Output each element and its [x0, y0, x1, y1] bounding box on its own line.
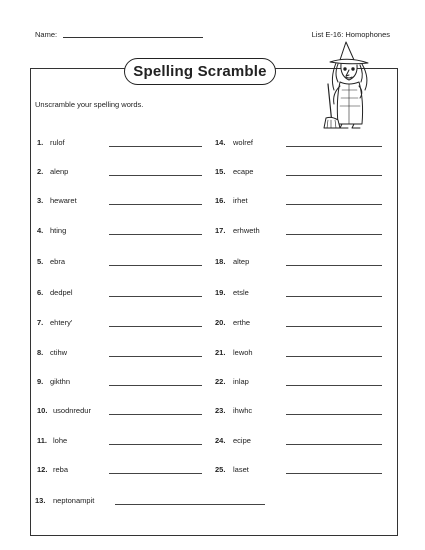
answer-line[interactable]	[109, 356, 202, 357]
item-number: 25.	[215, 465, 226, 474]
answer-line[interactable]	[286, 175, 382, 176]
list-item	[215, 377, 385, 389]
answer-line[interactable]	[286, 356, 382, 357]
scrambled-word: ebra	[50, 257, 66, 266]
item-number: 18.	[215, 257, 226, 266]
answer-line[interactable]	[109, 385, 202, 386]
scrambled-word: hting	[50, 226, 67, 235]
answer-line[interactable]	[286, 296, 382, 297]
answer-line[interactable]	[109, 296, 202, 297]
scrambled-word: laset	[233, 465, 249, 474]
item-number: 15.	[215, 167, 226, 176]
list-item	[37, 196, 207, 208]
item-number: 3.	[37, 196, 44, 205]
scrambled-word: ecipe	[233, 436, 251, 445]
item-number: 11.	[37, 436, 48, 445]
answer-line[interactable]	[109, 146, 202, 147]
list-label: List E-16: Homophones	[311, 30, 390, 39]
list-item	[37, 167, 207, 179]
item-number: 7.	[37, 318, 44, 327]
scrambled-word: ecape	[233, 167, 254, 176]
list-item	[215, 226, 385, 238]
list-item	[215, 436, 385, 448]
name-label: Name:	[35, 30, 58, 39]
item-number: 14.	[215, 138, 226, 147]
list-item	[37, 348, 207, 360]
scrambled-word: reba	[53, 465, 69, 474]
scrambled-word: alenp	[50, 167, 69, 176]
item-number: 1.	[37, 138, 44, 147]
item-number: 12.	[37, 465, 48, 474]
scrambled-word: lewoh	[233, 348, 253, 357]
answer-line[interactable]	[109, 265, 202, 266]
answer-line[interactable]	[286, 385, 382, 386]
answer-line[interactable]	[286, 234, 382, 235]
item-number: 23.	[215, 406, 226, 415]
answer-line[interactable]	[109, 175, 202, 176]
scrambled-word: lohe	[53, 436, 68, 445]
item-number: 21.	[215, 348, 226, 357]
list-item	[37, 318, 207, 330]
list-item	[215, 348, 385, 360]
scrambled-word: inlap	[233, 377, 249, 386]
scrambled-word: erhweth	[233, 226, 260, 235]
answer-line[interactable]	[286, 473, 382, 474]
item-number: 8.	[37, 348, 44, 357]
scrambled-word: usodnredur	[53, 406, 91, 415]
scrambled-word: altep	[233, 257, 250, 266]
scrambled-word: ehtery'	[50, 318, 73, 327]
instructions-text: Unscramble your spelling words.	[35, 100, 144, 109]
item-number: 24.	[215, 436, 226, 445]
scrambled-word: hewaret	[50, 196, 77, 205]
list-item	[215, 288, 385, 300]
item-number: 6.	[37, 288, 44, 297]
item-number: 13.	[35, 496, 46, 505]
item-number: 2.	[37, 167, 44, 176]
answer-line[interactable]	[115, 504, 265, 505]
answer-line[interactable]	[109, 414, 202, 415]
scrambled-word: ihwhc	[233, 406, 253, 415]
answer-line[interactable]	[286, 326, 382, 327]
scrambled-word: gikthn	[50, 377, 71, 386]
list-item	[215, 138, 385, 150]
list-item	[35, 496, 275, 508]
item-number: 19.	[215, 288, 226, 297]
item-number: 16.	[215, 196, 226, 205]
list-item	[37, 436, 207, 448]
item-number: 4.	[37, 226, 44, 235]
list-item	[37, 138, 207, 150]
scrambled-word: dedpel	[50, 288, 73, 297]
list-item	[215, 196, 385, 208]
list-item	[215, 318, 385, 330]
scrambled-word: irhet	[233, 196, 248, 205]
scrambled-word: etsle	[233, 288, 249, 297]
list-item	[215, 406, 385, 418]
item-number: 20.	[215, 318, 226, 327]
scrambled-word: neptonampit	[53, 496, 95, 505]
list-item	[37, 406, 207, 418]
list-item	[37, 288, 207, 300]
answer-line[interactable]	[109, 204, 202, 205]
list-item	[37, 226, 207, 238]
answer-line[interactable]	[286, 444, 382, 445]
list-item	[215, 465, 385, 477]
answer-line[interactable]	[286, 414, 382, 415]
list-item	[215, 167, 385, 179]
item-number: 10.	[37, 406, 48, 415]
list-item	[215, 257, 385, 269]
name-answer-line[interactable]	[63, 37, 203, 38]
item-number: 17.	[215, 226, 226, 235]
item-number: 5.	[37, 257, 44, 266]
scrambled-word: wolref	[233, 138, 254, 147]
answer-line[interactable]	[286, 146, 382, 147]
answer-line[interactable]	[109, 326, 202, 327]
item-number: 9.	[37, 377, 44, 386]
answer-line[interactable]	[109, 234, 202, 235]
answer-line[interactable]	[109, 473, 202, 474]
list-item	[37, 257, 207, 269]
scrambled-word: ctihw	[50, 348, 68, 357]
scrambled-word: rulof	[50, 138, 65, 147]
answer-line[interactable]	[286, 204, 382, 205]
list-item	[37, 465, 207, 477]
witch-illustration-icon	[316, 38, 378, 130]
scrambled-word: erthe	[233, 318, 251, 327]
item-number: 22.	[215, 377, 226, 386]
page-title: Spelling Scramble	[124, 58, 276, 85]
answer-line[interactable]	[286, 265, 382, 266]
answer-line[interactable]	[109, 444, 202, 445]
list-item	[37, 377, 207, 389]
